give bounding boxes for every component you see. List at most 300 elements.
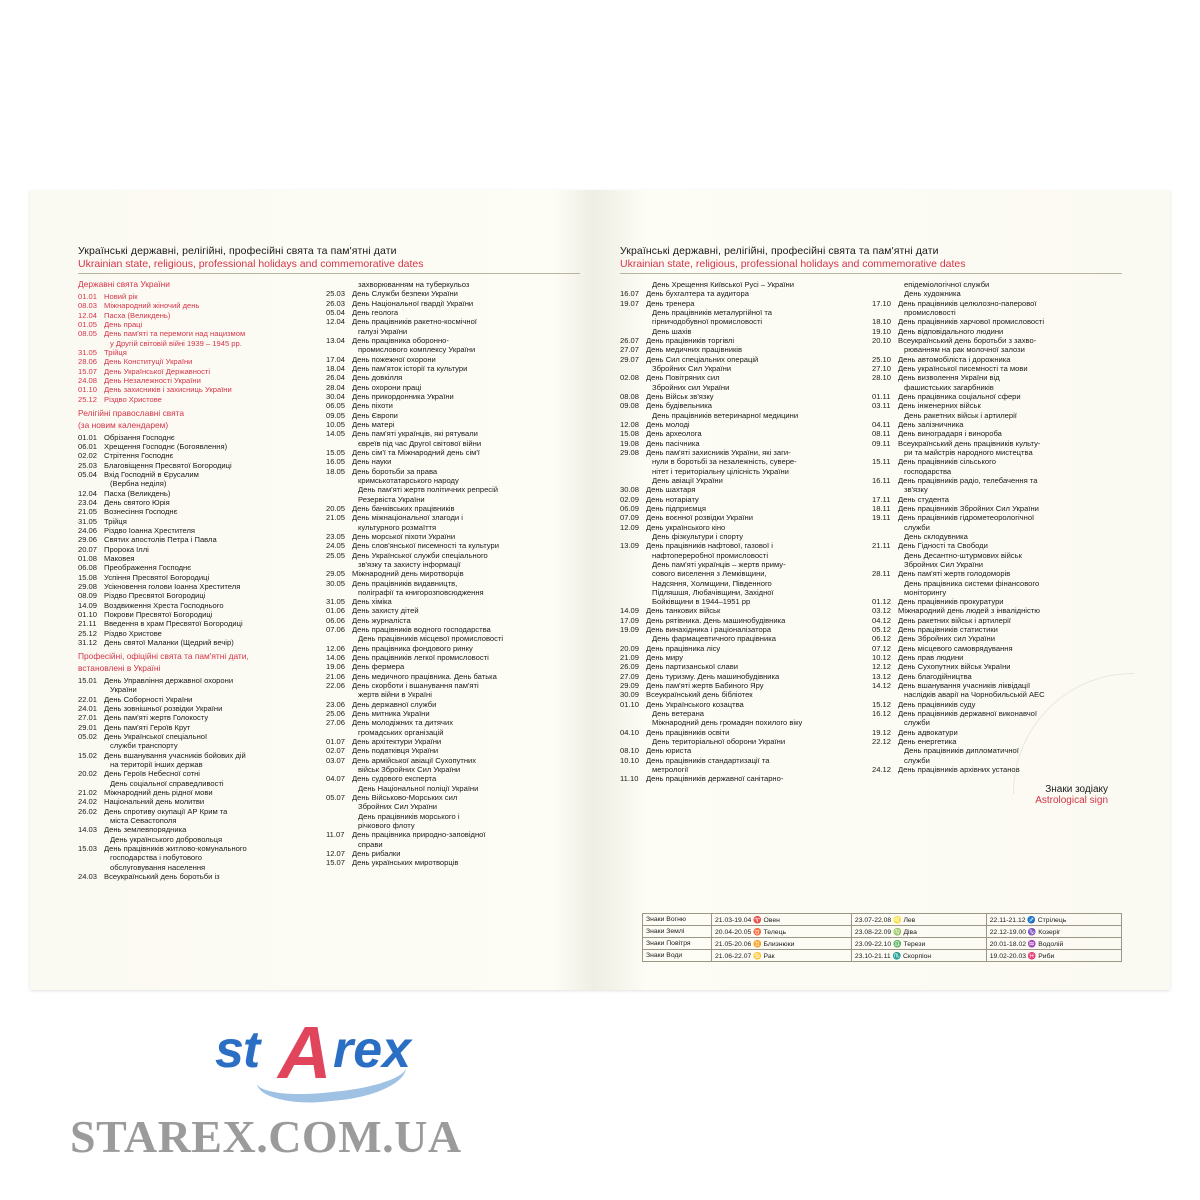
date-entry xyxy=(620,439,856,448)
entry-date: 28.04 xyxy=(326,382,346,392)
date-entry xyxy=(620,728,856,737)
date-entry xyxy=(78,526,310,535)
entry-date: 18.05 xyxy=(326,466,346,476)
entry-text: День медичного працівника. День батька xyxy=(352,671,497,681)
date-entry xyxy=(326,485,558,494)
entry-text: День працівників радіо, телебачення та xyxy=(898,475,1038,485)
page-title-en-right: Ukrainian state, religious, professional holidays and commemorative dates xyxy=(620,258,966,270)
entry-date: 25.12 xyxy=(78,628,98,638)
entry-text: Міжнародний день рідної мови xyxy=(104,787,213,797)
date-entry xyxy=(326,569,558,578)
date-entry xyxy=(620,401,856,410)
right-page xyxy=(600,190,1170,990)
date-entry xyxy=(326,420,558,429)
page-title-en: Ukrainian state, religious, professional holidays and commemorative dates xyxy=(78,258,424,270)
date-entry xyxy=(326,364,558,373)
entry-date: 25.12 xyxy=(78,394,98,404)
date-entry xyxy=(78,329,310,338)
entry-text: Різдво Христове xyxy=(104,628,162,638)
entry-date: 27.07 xyxy=(620,345,640,355)
date-entry xyxy=(872,355,1108,364)
entry-text: Всеукраїнський день боротьби з захво- xyxy=(898,335,1037,345)
date-entry xyxy=(78,376,310,385)
entry-date: 21.02 xyxy=(78,787,98,797)
date-entry xyxy=(326,588,558,597)
date-entry xyxy=(326,327,558,336)
date-entry xyxy=(78,769,310,778)
right-column-1 xyxy=(620,280,856,806)
entry-date: 26.04 xyxy=(326,373,346,383)
entry-text: День пасічника xyxy=(646,438,700,448)
entry-text: День працівника фондового ринку xyxy=(352,643,473,653)
entry-text: моніторингу xyxy=(904,587,947,597)
entry-text: служби xyxy=(904,755,930,765)
entry-text: День залізничника xyxy=(898,419,964,429)
entry-date: 21.11 xyxy=(78,619,97,629)
entry-text: Пророка Іллі xyxy=(104,544,149,554)
date-entry xyxy=(326,541,558,550)
entry-date: 12.09 xyxy=(620,522,640,532)
date-entry xyxy=(872,541,1108,550)
entry-date: 14.12 xyxy=(872,681,892,691)
date-entry xyxy=(326,812,558,821)
entry-text: День шахтаря xyxy=(646,485,696,495)
date-entry xyxy=(872,373,1108,382)
entry-date: 19.10 xyxy=(872,326,892,336)
date-entry xyxy=(326,467,558,476)
entry-text: День працівника природно-заповідної xyxy=(352,830,486,840)
entry-date: 15.07 xyxy=(326,858,346,868)
entry-date: 06.06 xyxy=(326,615,346,625)
zodiac-cell-c3: 19.02-20.03 ♓ Риби xyxy=(986,950,1121,962)
entry-date: 20.09 xyxy=(620,643,640,653)
date-entry xyxy=(326,737,558,746)
zodiac-cell-c3: 22.12-19.00 ♑ Козеріг xyxy=(986,926,1121,938)
date-entry xyxy=(872,383,1108,392)
date-entry xyxy=(620,541,856,550)
entry-text: День працівника оборонно- xyxy=(352,335,449,345)
entry-text: День української писемності та мови xyxy=(898,363,1028,373)
entry-text: День архітектури України xyxy=(352,737,442,747)
entry-date: 27.01 xyxy=(78,713,98,723)
entry-date: 04.12 xyxy=(872,615,892,625)
date-entry xyxy=(620,662,856,671)
entry-date: 15.12 xyxy=(872,699,892,709)
entry-date: 14.06 xyxy=(326,653,346,663)
date-entry xyxy=(326,411,558,420)
entry-date: 18.04 xyxy=(326,363,346,373)
entry-date: 06.09 xyxy=(620,503,640,513)
entry-date: 26.09 xyxy=(620,662,640,672)
entry-text: Хрещення Господнє (Богоявлення) xyxy=(104,441,228,451)
entry-date: 05.04 xyxy=(326,307,346,317)
entry-text: День банківських працівників xyxy=(352,503,455,513)
entry-text: ри та майстрів народного мистецтва xyxy=(904,447,1033,457)
date-entry xyxy=(620,606,856,615)
page-title-uk: Українські державні, релігійні, професійні свята та пам'ятні дати xyxy=(78,245,397,257)
entry-date: 29.06 xyxy=(78,535,98,545)
entry-date: 24.05 xyxy=(326,541,346,551)
entry-text: День пожежної охорони xyxy=(352,354,436,364)
entry-text: День ветерана xyxy=(652,709,705,719)
date-entry xyxy=(78,395,310,404)
entry-date: 23.06 xyxy=(326,699,346,709)
entry-text: Збройних Сил України xyxy=(358,802,438,812)
entry-text: День миру xyxy=(646,653,684,663)
date-entry xyxy=(872,439,1108,448)
entry-text: День захисту дітей xyxy=(352,606,419,616)
entry-date: 05.02 xyxy=(78,731,98,741)
entry-date: 15.02 xyxy=(78,750,98,760)
date-entry xyxy=(78,601,310,610)
date-entry xyxy=(872,551,1108,560)
date-entry xyxy=(872,504,1108,513)
date-entry xyxy=(620,644,856,653)
entry-text: Трійця xyxy=(104,347,127,357)
entry-text: День працівника лісу xyxy=(646,643,721,653)
entry-text: Вознесіння Господнє xyxy=(104,507,178,517)
date-entry xyxy=(326,579,558,588)
entry-text: День пам'яті захисників України, які заги- xyxy=(646,447,791,457)
entry-date: 05.12 xyxy=(872,625,892,635)
entry-date: 19.08 xyxy=(620,438,640,448)
date-entry xyxy=(326,681,558,690)
date-entry xyxy=(620,280,856,289)
zodiac-row xyxy=(643,950,1122,962)
entry-date: 25.05 xyxy=(326,550,346,560)
watermark: STAREX.COM.UA xyxy=(70,1111,462,1162)
entry-text: День визволення України від xyxy=(898,373,1000,383)
date-entry xyxy=(620,737,856,746)
date-entry xyxy=(78,470,310,479)
entry-text: Пасха (Великдень) xyxy=(104,488,171,498)
entry-date: 05.07 xyxy=(326,793,346,803)
entry-text: День міжнаціональної злагоди і xyxy=(352,513,463,523)
zodiac-cell-c1: 20.04-20.05 ♉ Телець xyxy=(712,926,852,938)
entry-text: нітет і територіальну цілісність України xyxy=(652,466,789,476)
entry-date: 26.03 xyxy=(326,298,346,308)
entry-text: День вшанування учасників бойових дій xyxy=(104,750,246,760)
date-entry xyxy=(326,821,558,830)
entry-date: 28.11 xyxy=(872,569,891,579)
entry-date: 15.08 xyxy=(620,429,640,439)
entry-text: День молоді xyxy=(646,419,690,429)
entry-text: нафтопереробної промисловості xyxy=(652,550,769,560)
entry-date: 16.12 xyxy=(872,709,892,719)
entry-text: День адвокатури xyxy=(898,727,958,737)
date-entry xyxy=(620,765,856,774)
entry-date: 15.11 xyxy=(872,457,891,467)
date-entry xyxy=(326,299,558,308)
entry-text: День святого Юрія xyxy=(104,497,170,507)
entry-text: Міжнародний жіночий день xyxy=(104,301,200,311)
entry-text: господарства і побутового xyxy=(110,853,202,863)
date-entry xyxy=(326,774,558,783)
entry-date: 17.09 xyxy=(620,615,640,625)
date-entry xyxy=(78,554,310,563)
entry-text: День автомобіліста і дорожника xyxy=(898,354,1011,364)
date-entry xyxy=(872,308,1108,317)
entry-date: 07.09 xyxy=(620,513,640,523)
entry-date: 10.05 xyxy=(326,419,346,429)
date-entry xyxy=(78,498,310,507)
entry-text: промислового комплексу України xyxy=(358,345,476,355)
entry-text: Новий рік xyxy=(104,291,138,301)
zodiac-cell-c2: 23.07-22.08 ♌ Лев xyxy=(851,914,986,926)
entry-date: 08.05 xyxy=(78,329,98,339)
entry-date: 13.09 xyxy=(620,541,640,551)
date-entry xyxy=(78,844,310,853)
entry-date: 01.10 xyxy=(78,609,98,619)
entry-text: День пам'яті українців, які рятували xyxy=(352,429,478,439)
entry-text: День працівників Збройних Сил України xyxy=(898,503,1039,513)
entry-text: День українського кіно xyxy=(646,522,726,532)
entry-text: Міжнародний день людей з інвалідністю xyxy=(898,606,1040,616)
date-entry xyxy=(620,774,856,783)
entry-text: День піхоти xyxy=(352,401,393,411)
entry-text: День Української Державності xyxy=(104,366,211,376)
entry-text: фашистських загарбників xyxy=(904,382,994,392)
section-heading: (за новим календарем) xyxy=(78,419,169,430)
date-entry xyxy=(78,863,310,872)
entry-date: 09.08 xyxy=(620,401,640,411)
entry-text: Збройних сил України xyxy=(652,382,730,392)
entry-date: 25.03 xyxy=(326,289,346,299)
date-entry xyxy=(620,336,856,345)
date-entry xyxy=(620,523,856,532)
date-entry xyxy=(620,345,856,354)
entry-date: 01.06 xyxy=(326,606,346,616)
entry-text: День Національної поліції України xyxy=(358,783,479,793)
entry-date: 19.11 xyxy=(872,513,891,523)
entry-date: 12.08 xyxy=(620,419,640,429)
entry-text: День Української спеціальної xyxy=(104,731,208,741)
entry-text: День працівників легкої промисловості xyxy=(352,653,489,663)
date-entry xyxy=(620,392,856,401)
entry-text: День пам'яті українців – жертв приму- xyxy=(652,559,786,569)
entry-text: День землевпорядника xyxy=(104,825,187,835)
entry-text: День нотаріату xyxy=(646,494,699,504)
entry-text: День Служби безпеки України xyxy=(352,289,458,299)
entry-text: День ракетних військ і артилерії xyxy=(898,615,1011,625)
entry-text: День пам'яті жертв голодоморів xyxy=(898,569,1011,579)
date-entry xyxy=(872,597,1108,606)
entry-text: на території інших держав xyxy=(110,759,203,769)
date-entry xyxy=(326,662,558,671)
entry-text: День митника України xyxy=(352,709,430,719)
zodiac-cell-c1: 21.03-19.04 ♈ Овен xyxy=(712,914,852,926)
logo-text-rex: rex xyxy=(333,1021,412,1079)
entry-date: 11.10 xyxy=(620,774,639,784)
starex-logo xyxy=(215,1011,412,1094)
date-entry xyxy=(78,619,310,628)
date-entry xyxy=(872,317,1108,326)
entry-date: 07.12 xyxy=(872,643,892,653)
entry-text: обслуговування населення xyxy=(110,862,206,872)
date-entry xyxy=(326,355,558,364)
entry-text: День медичних працівників xyxy=(646,345,742,355)
date-entry xyxy=(872,644,1108,653)
entry-text: День фармацевтичного працівника xyxy=(652,634,776,644)
date-list xyxy=(78,676,310,881)
date-entry xyxy=(78,489,310,498)
entry-text: галузі України xyxy=(358,326,408,336)
zodiac-cell-c2: 23.10-21.11 ♏ Скорпіон xyxy=(851,950,986,962)
entry-date: 23.04 xyxy=(78,497,98,507)
entry-date: 12.04 xyxy=(78,310,98,320)
entry-text: наслідків аварії на Чорнобильській АЕС xyxy=(904,690,1045,700)
date-entry xyxy=(78,320,310,329)
entry-text: День воєнної розвідки України xyxy=(646,513,753,523)
date-entry xyxy=(872,653,1108,662)
entry-date: 31.12 xyxy=(78,637,98,647)
entry-text: День хіміка xyxy=(352,597,392,607)
entry-text: День Героїв Небесної сотні xyxy=(104,769,200,779)
entry-text: Успіння Пресвятої Богородиці xyxy=(104,572,210,582)
entry-text: Всеукраїнський день бібліотек xyxy=(646,690,753,700)
entry-text: Резервіста України xyxy=(358,494,425,504)
date-entry xyxy=(620,504,856,513)
date-entry xyxy=(872,364,1108,373)
date-entry xyxy=(620,625,856,634)
date-entry xyxy=(326,532,558,541)
entry-text: рюванням на рак молочної залози xyxy=(904,345,1025,355)
date-entry xyxy=(326,597,558,606)
entry-text: День пам'яті Героїв Крут xyxy=(104,722,191,732)
entry-text: День Управління державної охорони xyxy=(104,676,234,686)
entry-date: 01.05 xyxy=(78,319,98,329)
entry-date: 16.11 xyxy=(872,475,891,485)
entry-text: служби транспорту xyxy=(110,741,178,751)
date-entry xyxy=(326,858,558,867)
entry-text: євреїв під час Другої світової війни xyxy=(358,438,482,448)
zodiac-table-wrap xyxy=(642,909,1122,962)
entry-date: 30.04 xyxy=(326,391,346,401)
zodiac-cell-c3: 22.11-21.12 ♐ Стрілець xyxy=(986,914,1121,926)
entry-date: 27.10 xyxy=(872,363,892,373)
entry-text: День працівників нафтової, газової і xyxy=(646,541,773,551)
entry-text: День працівників морського і xyxy=(358,811,460,821)
date-entry xyxy=(78,573,310,582)
entry-text: День морської піхоти України xyxy=(352,531,456,541)
date-entry xyxy=(872,476,1108,485)
date-entry xyxy=(78,816,310,825)
entry-date: 03.12 xyxy=(872,606,892,616)
date-entry xyxy=(326,765,558,774)
date-entry xyxy=(872,392,1108,401)
entry-date: 01.01 xyxy=(78,291,98,301)
date-entry xyxy=(78,367,310,376)
entry-date: 15.07 xyxy=(78,366,98,376)
entry-text: День матері xyxy=(352,419,395,429)
date-entry xyxy=(326,560,558,569)
entry-date: 13.04 xyxy=(326,335,346,345)
entry-date: 28.06 xyxy=(78,357,98,367)
entry-date: 05.04 xyxy=(78,469,98,479)
date-entry xyxy=(620,317,856,326)
date-entry xyxy=(620,690,856,699)
date-entry xyxy=(78,535,310,544)
entry-text: День молодіжних та дитячих xyxy=(352,718,453,728)
entry-date: 02.08 xyxy=(620,373,640,383)
entry-text: День працівників харчової промисловості xyxy=(898,317,1045,327)
date-entry xyxy=(78,479,310,488)
entry-date: 12.12 xyxy=(872,662,892,672)
zodiac-cell-label: Знаки Води xyxy=(643,950,712,962)
entry-date: 08.08 xyxy=(620,391,640,401)
entry-text: День Хрещення Київської Русі – України xyxy=(652,280,794,289)
date-entry xyxy=(326,784,558,793)
entry-date: 31.05 xyxy=(78,347,98,357)
entry-text: нули в боротьбі за незалежність, суверe- xyxy=(652,457,797,467)
date-entry xyxy=(326,644,558,653)
date-entry xyxy=(78,751,310,760)
entry-text: День винахідника і раціоналізатора xyxy=(646,625,772,635)
entry-text: День працівників торгівлі xyxy=(646,335,735,345)
date-entry xyxy=(326,700,558,709)
book-spread xyxy=(30,190,1170,990)
date-entry xyxy=(620,569,856,578)
date-entry xyxy=(872,280,1108,289)
entry-date: 30.08 xyxy=(620,485,640,495)
entry-date: 20.05 xyxy=(326,503,346,513)
entry-text: День пам'яті та перемоги над нацизмом xyxy=(104,329,246,339)
entry-text: День праці xyxy=(104,319,143,329)
date-entry xyxy=(78,442,310,451)
entry-text: День працівників ракетно-космічної xyxy=(352,317,477,327)
entry-date: 29.07 xyxy=(620,354,640,364)
entry-text: День партизанської слави xyxy=(646,662,738,672)
date-entry xyxy=(78,311,310,320)
date-entry xyxy=(78,835,310,844)
entry-text: поліграфії та книгорозповсюдження xyxy=(358,587,484,597)
entry-date: 30.09 xyxy=(620,690,640,700)
entry-text: промисловості xyxy=(904,307,956,317)
entry-date: 27.09 xyxy=(620,671,640,681)
date-entry xyxy=(78,385,310,394)
entry-text: День працівника системи фінансового xyxy=(904,578,1040,588)
entry-text: День працівників архівних установ xyxy=(898,765,1020,775)
date-entry xyxy=(620,467,856,476)
entry-text: епідеміологічної служби xyxy=(904,280,990,289)
date-entry xyxy=(620,709,856,718)
entry-text: Воздвиження Хреста Господнього xyxy=(104,600,224,610)
entry-date: 08.10 xyxy=(620,746,640,756)
entry-date: 21.11 xyxy=(872,541,891,551)
entry-text: День працівників видавництв, xyxy=(352,578,458,588)
date-entry xyxy=(620,373,856,382)
entry-date: 20.07 xyxy=(78,544,98,554)
date-entry xyxy=(872,429,1108,438)
entry-text: День Української служби спеціального xyxy=(352,550,488,560)
entry-text: культурного розмаїття xyxy=(358,522,437,532)
date-entry xyxy=(326,709,558,718)
entry-text: господарства xyxy=(904,466,952,476)
entry-text: День Незалежності України xyxy=(104,375,201,385)
date-entry xyxy=(78,629,310,638)
entry-date: 16.07 xyxy=(620,289,640,299)
date-entry xyxy=(872,579,1108,588)
date-entry xyxy=(78,582,310,591)
date-entry xyxy=(326,793,558,802)
entry-date: 12.06 xyxy=(326,643,346,653)
date-entry xyxy=(872,420,1108,429)
date-entry xyxy=(872,569,1108,578)
entry-text: День відповідального людини xyxy=(898,326,1004,336)
entry-text: День прав людини xyxy=(898,653,964,663)
entry-text: День працівника соціальної сфери xyxy=(898,391,1021,401)
date-entry xyxy=(78,676,310,685)
